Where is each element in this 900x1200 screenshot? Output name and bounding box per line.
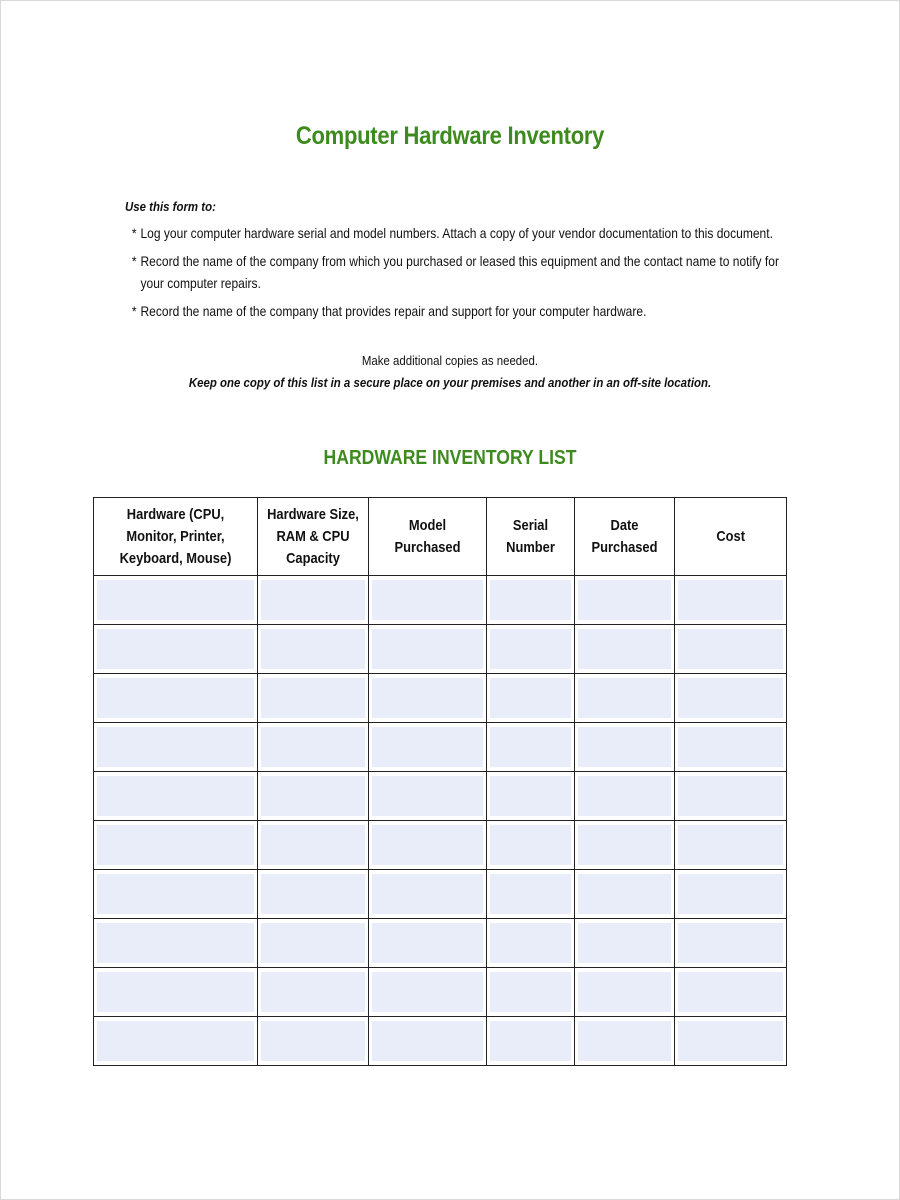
instructions-list [125, 222, 785, 322]
form-field-hardware-size[interactable] [261, 776, 365, 816]
cell-hardware [94, 576, 258, 625]
cell-date [575, 772, 675, 821]
cell-serial [487, 968, 575, 1017]
form-field-serial[interactable] [490, 874, 571, 914]
form-field-hardware-size[interactable] [261, 923, 365, 963]
cell-hardware-size [258, 821, 369, 870]
table-row [94, 772, 787, 821]
form-field-date[interactable] [578, 727, 671, 767]
cell-cost [675, 625, 787, 674]
form-field-model[interactable] [372, 825, 483, 865]
instruction-item [125, 300, 799, 322]
form-field-hardware[interactable] [97, 923, 254, 963]
form-field-cost[interactable] [678, 825, 783, 865]
form-field-model[interactable] [372, 776, 483, 816]
column-header-cost: Cost [675, 498, 787, 576]
form-field-cost[interactable] [678, 874, 783, 914]
form-field-serial[interactable] [490, 629, 571, 669]
cell-cost [675, 772, 787, 821]
form-field-serial[interactable] [490, 825, 571, 865]
form-field-date[interactable] [578, 1021, 671, 1061]
cell-serial [487, 870, 575, 919]
cell-model [369, 576, 487, 625]
instruction-text: Log your computer hardware serial and model numbers. Attach a copy of your vendor documentation to this document. [140, 225, 773, 241]
form-field-model[interactable] [372, 972, 483, 1012]
cell-hardware [94, 625, 258, 674]
form-field-serial[interactable] [490, 580, 571, 620]
form-field-serial[interactable] [490, 972, 571, 1012]
cell-cost [675, 723, 787, 772]
cell-cost [675, 821, 787, 870]
cell-date [575, 919, 675, 968]
form-field-cost[interactable] [678, 580, 783, 620]
column-header-hardware: Hardware (CPU, Monitor, Printer, Keyboard, Mouse) [94, 498, 258, 576]
table-row [94, 919, 787, 968]
cell-serial [487, 1017, 575, 1066]
cell-date [575, 576, 675, 625]
form-field-date[interactable] [578, 629, 671, 669]
cell-hardware-size [258, 968, 369, 1017]
document-title: Computer Hardware Inventory [295, 122, 605, 150]
cell-serial [487, 723, 575, 772]
copy-notes [54, 350, 846, 394]
cell-cost [675, 919, 787, 968]
instruction-text: Record the name of the company from which you purchased or leased this equipment and the contact name to notify for your computer repairs. [140, 253, 779, 291]
cell-model [369, 870, 487, 919]
cell-hardware [94, 723, 258, 772]
bullet-star-icon: * [131, 225, 137, 241]
form-field-hardware[interactable] [97, 776, 254, 816]
table-row [94, 576, 787, 625]
cell-model [369, 821, 487, 870]
table-row [94, 625, 787, 674]
table-row [94, 723, 787, 772]
form-field-serial[interactable] [490, 1021, 571, 1061]
form-field-cost[interactable] [678, 678, 783, 718]
form-field-model[interactable] [372, 923, 483, 963]
cell-date [575, 968, 675, 1017]
cell-cost [675, 870, 787, 919]
form-field-hardware-size[interactable] [261, 727, 365, 767]
form-field-hardware-size[interactable] [261, 678, 365, 718]
cell-serial [487, 919, 575, 968]
cell-date [575, 625, 675, 674]
form-field-hardware[interactable] [97, 629, 254, 669]
table-row [94, 674, 787, 723]
form-field-hardware-size[interactable] [261, 1021, 365, 1061]
cell-hardware-size [258, 1017, 369, 1066]
form-field-date[interactable] [578, 678, 671, 718]
table-row [94, 968, 787, 1017]
cell-hardware [94, 919, 258, 968]
form-field-serial[interactable] [490, 923, 571, 963]
instructions-section [125, 195, 785, 328]
form-field-date[interactable] [578, 923, 671, 963]
cell-hardware [94, 772, 258, 821]
form-field-date[interactable] [578, 972, 671, 1012]
column-header-model: Model Purchased [369, 498, 487, 576]
cell-hardware [94, 1017, 258, 1066]
instructions-heading: Use this form to: [125, 199, 216, 214]
inventory-table [93, 497, 787, 1066]
instruction-text: Record the name of the company that provides repair and support for your computer hardware. [140, 303, 647, 319]
instruction-item [125, 222, 799, 244]
form-field-hardware[interactable] [97, 1021, 254, 1061]
cell-model [369, 1017, 487, 1066]
cell-hardware [94, 674, 258, 723]
cell-cost [675, 1017, 787, 1066]
form-field-model[interactable] [372, 874, 483, 914]
instruction-item [125, 250, 799, 294]
form-field-serial[interactable] [490, 727, 571, 767]
form-field-model[interactable] [372, 580, 483, 620]
cell-hardware-size [258, 625, 369, 674]
cell-model [369, 968, 487, 1017]
form-field-date[interactable] [578, 776, 671, 816]
cell-model [369, 674, 487, 723]
form-field-cost[interactable] [678, 629, 783, 669]
form-field-model[interactable] [372, 629, 483, 669]
form-field-hardware-size[interactable] [261, 972, 365, 1012]
form-field-cost[interactable] [678, 923, 783, 963]
table-header-row [94, 498, 787, 576]
table-row [94, 870, 787, 919]
form-field-hardware[interactable] [97, 678, 254, 718]
bullet-star-icon: * [131, 253, 137, 269]
cell-date [575, 1017, 675, 1066]
cell-cost [675, 576, 787, 625]
form-field-cost[interactable] [678, 1021, 783, 1061]
cell-date [575, 870, 675, 919]
cell-hardware-size [258, 674, 369, 723]
column-header-hardware-size: Hardware Size, RAM & CPU Capacity [258, 498, 369, 576]
cell-serial [487, 821, 575, 870]
column-header-serial: Serial Number [487, 498, 575, 576]
form-field-serial[interactable] [490, 678, 571, 718]
copies-note: Make additional copies as needed. [361, 353, 539, 368]
cell-hardware-size [258, 870, 369, 919]
form-field-hardware[interactable] [97, 825, 254, 865]
cell-hardware-size [258, 723, 369, 772]
cell-serial [487, 674, 575, 723]
form-field-hardware-size[interactable] [261, 874, 365, 914]
cell-date [575, 674, 675, 723]
cell-hardware [94, 968, 258, 1017]
table-row [94, 1017, 787, 1066]
cell-cost [675, 674, 787, 723]
cell-model [369, 919, 487, 968]
form-field-cost[interactable] [678, 972, 783, 1012]
form-field-cost[interactable] [678, 776, 783, 816]
cell-hardware-size [258, 919, 369, 968]
cell-hardware-size [258, 576, 369, 625]
form-field-date[interactable] [578, 874, 671, 914]
cell-serial [487, 625, 575, 674]
cell-serial [487, 576, 575, 625]
form-field-hardware-size[interactable] [261, 629, 365, 669]
cell-model [369, 625, 487, 674]
form-field-cost[interactable] [678, 727, 783, 767]
cell-hardware-size [258, 772, 369, 821]
form-field-hardware[interactable] [97, 874, 254, 914]
secure-storage-note: Keep one copy of this list in a secure place on your premises and another in an off-site location. [188, 375, 712, 390]
inventory-list-title: HARDWARE INVENTORY LIST [323, 447, 577, 469]
form-field-hardware[interactable] [97, 727, 254, 767]
cell-cost [675, 968, 787, 1017]
cell-serial [487, 772, 575, 821]
cell-date [575, 723, 675, 772]
column-header-date: Date Purchased [575, 498, 675, 576]
bullet-star-icon: * [131, 303, 137, 319]
form-field-date[interactable] [578, 825, 671, 865]
cell-model [369, 772, 487, 821]
form-field-model[interactable] [372, 727, 483, 767]
cell-date [575, 821, 675, 870]
cell-hardware [94, 870, 258, 919]
form-field-date[interactable] [578, 580, 671, 620]
form-field-hardware[interactable] [97, 580, 254, 620]
form-field-model[interactable] [372, 1021, 483, 1061]
form-field-hardware[interactable] [97, 972, 254, 1012]
form-field-model[interactable] [372, 678, 483, 718]
form-field-hardware-size[interactable] [261, 580, 365, 620]
table-row [94, 821, 787, 870]
form-field-serial[interactable] [490, 776, 571, 816]
cell-model [369, 723, 487, 772]
inventory-table-body [94, 576, 787, 1066]
cell-hardware [94, 821, 258, 870]
form-field-hardware-size[interactable] [261, 825, 365, 865]
